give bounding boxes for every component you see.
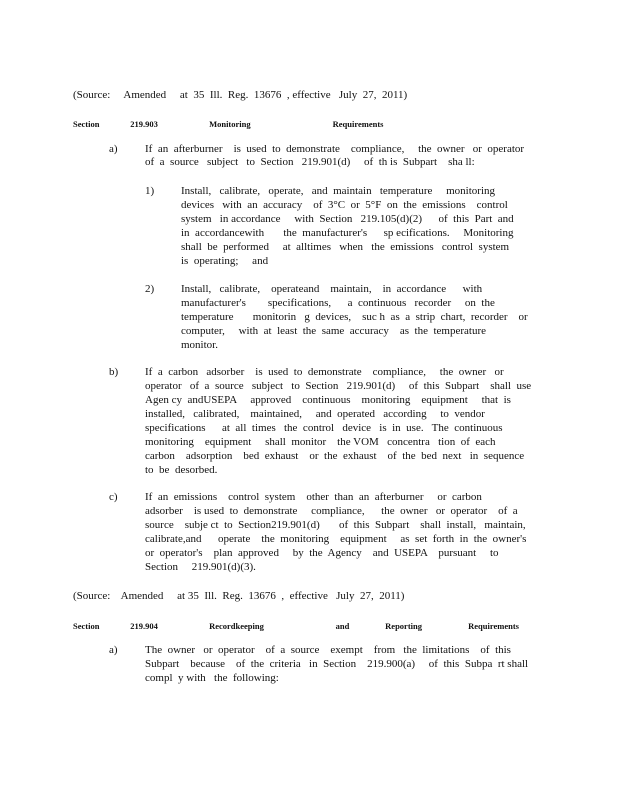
subsection-a-line: If an afterburner is used to demonstrate compliance, the owner or operator [145, 143, 525, 155]
item-1-line: is operating; and [181, 255, 269, 267]
subsection-a-line: compl y with the following: [145, 672, 279, 684]
item-2-line: manufacturer's specifications, a continuous recorder on the [181, 297, 495, 309]
subsection-b-line: If a carbon adsorber is used to demonstrate compliance, the owner or [145, 366, 504, 378]
item-2-label: 2) [145, 283, 155, 295]
subsection-c-line: Section 219.901(d)(3). [145, 561, 256, 573]
section-219-904-heading: Section 219.904 Recordkeeping and Reporting Requirements [73, 621, 519, 631]
item-1-line: system in accordance with Section 219.105(d)(2) of this Part and [181, 213, 514, 225]
subsection-c-line: source subje ct to Section219.901(d) of this Subpart shall install, maintain, [145, 519, 526, 531]
subsection-c-line: adsorber is used to demonstrate compliance, the owner or operator of a [145, 505, 518, 517]
item-2-line: Install, calibrate, operateand maintain, in accordance with [181, 283, 483, 295]
subsection-a-label: a) [109, 644, 118, 656]
subsection-b-line: installed, calibrated, maintained, and operated according to vendor [145, 408, 485, 420]
subsection-b-label: b) [109, 366, 119, 378]
subsection-b-line: specifications at all times the control device is in use. The continuous [145, 422, 503, 434]
subsection-b-line: to be desorbed. [145, 464, 218, 476]
subsection-c-line: calibrate,and operate the monitoring equipment as set forth in the owner's [145, 533, 527, 545]
item-1-line: devices with an accuracy of 3°C or 5°F on the emissions control [181, 199, 508, 211]
subsection-c-label: c) [109, 491, 118, 503]
subsection-a-line: The owner or operator of a source exempt from the limitations of this [145, 644, 511, 656]
subsection-a-line: Subpart because of the criteria in Section 219.900(a) of this Subpa rt shall [145, 658, 529, 670]
subsection-c-line: If an emissions control system other than an afterburner or carbon [145, 491, 482, 503]
item-1-line: shall be performed at alltimes when the emissions control system [181, 241, 510, 253]
item-1-label: 1) [145, 185, 155, 197]
source-note-mid: (Source: Amended at 35 Ill. Reg. 13676 , effective July 27, 2011) [73, 590, 405, 602]
source-note-top: (Source: Amended at 35 Ill. Reg. 13676 , effective July 27, 2011) [73, 89, 408, 101]
subsection-b-line: carbon adsorption bed exhaust or the exhaust of the bed next in sequence [145, 450, 525, 462]
subsection-b-line: monitoring equipment shall monitor the VOM concentra tion of each [145, 436, 496, 448]
section-219-903-heading: Section 219.903 Monitoring Requirements [73, 119, 384, 129]
item-2-line: monitor. [181, 339, 218, 351]
item-2-line: computer, with at least the same accuracy as the temperature [181, 325, 486, 337]
item-2-line: temperature monitorin g devices, suc h as a strip chart, recorder or [181, 311, 528, 323]
item-1-line: Install, calibrate, operate, and maintain temperature monitoring [181, 185, 496, 197]
subsection-a-line: of a source subject to Section 219.901(d) of th is Subpart sha ll: [145, 156, 475, 168]
item-1-line: in accordancewith the manufacturer's sp ecifications. Monitoring [181, 227, 514, 239]
subsection-a-label: a) [109, 143, 118, 155]
subsection-b-line: operator of a source subject to Section 219.901(d) of this Subpart shall use [145, 380, 532, 392]
subsection-b-line: Agen cy andUSEPA approved continuous monitoring equipment that is [145, 394, 511, 406]
subsection-c-line: or operator's plan approved by the Agency and USEPA pursuant to [145, 547, 499, 559]
